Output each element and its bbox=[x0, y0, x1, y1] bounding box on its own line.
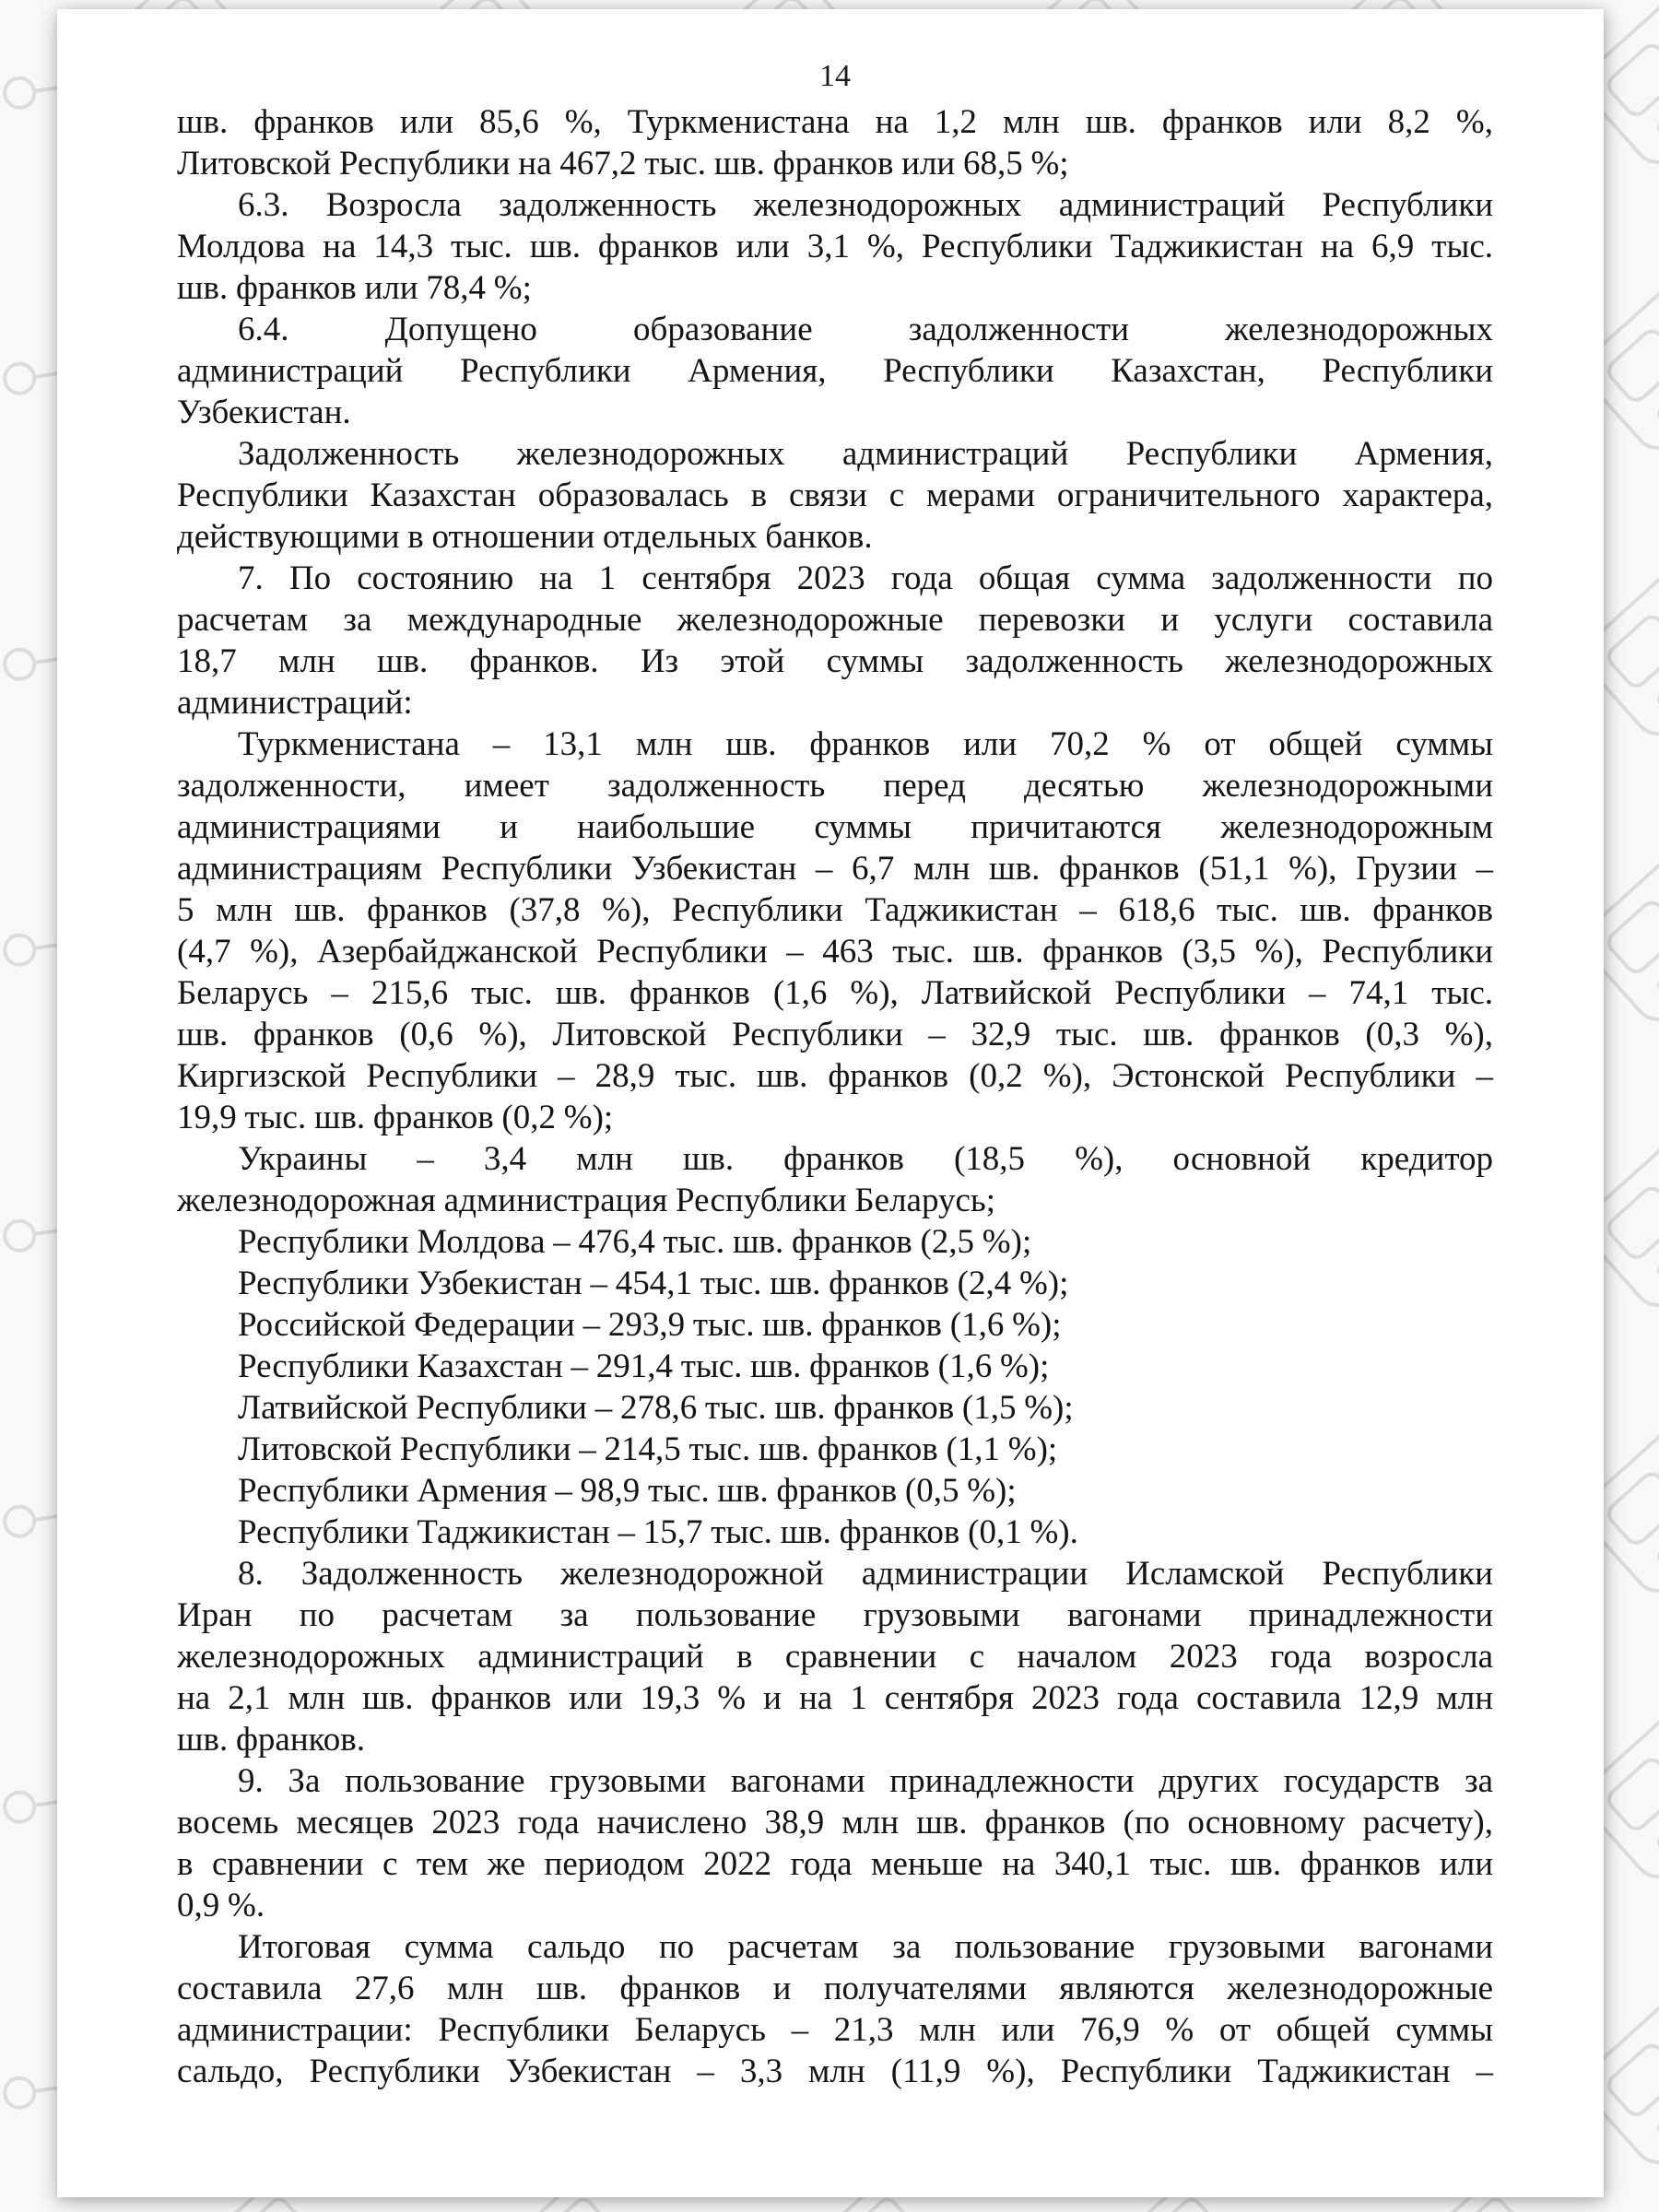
text-line: Молдова на 14,3 тыс. шв. франков или 3,1 %, Республики Таджикистан на 6,9 тыс. bbox=[177, 228, 1493, 265]
text-line: Литовской Республики – 214,5 тыс. шв. франков (1,1 %); bbox=[238, 1430, 1058, 1468]
text-line: Украины – 3,4 млн шв. франков (18,5 %), основной кредитор bbox=[238, 1140, 1493, 1178]
text-line: Итоговая сумма сальдо по расчетам за пользование грузовыми вагонами bbox=[238, 1928, 1493, 1966]
text-line: 8. Задолженность железнодорожной администрации Исламской Республики bbox=[238, 1555, 1493, 1593]
text-line: Киргизской Республики – 28,9 тыс. шв. франков (0,2 %), Эстонской Республики – bbox=[177, 1057, 1493, 1095]
text-line: Иран по расчетам за пользование грузовыми вагонами принадлежности bbox=[177, 1596, 1493, 1634]
text-line: железнодорожная администрация Республики Беларусь; bbox=[177, 1182, 996, 1219]
text-line: Республики Казахстан – 291,4 тыс. шв. франков (1,6 %); bbox=[238, 1347, 1050, 1385]
text-line: железнодорожных администраций в сравнении с началом 2023 года возросла bbox=[177, 1638, 1493, 1676]
text-line: 19,9 тыс. шв. франков (0,2 %); bbox=[177, 1099, 614, 1136]
text-line: 9. За пользование грузовыми вагонами принадлежности других государств за bbox=[238, 1762, 1493, 1800]
text-line: Узбекистан. bbox=[177, 394, 351, 431]
text-line: шв. франков (0,6 %), Литовской Республики – 32,9 тыс. шв. франков (0,3 %), bbox=[177, 1016, 1493, 1053]
text-line: Республики Казахстан образовалась в связи с мерами ограничительного характера, bbox=[177, 477, 1493, 514]
text-line: составила 27,6 млн шв. франков и получателями являются железнодорожные bbox=[177, 1970, 1493, 2007]
text-line: в сравнении с тем же периодом 2022 года меньше на 340,1 тыс. шв. франков или bbox=[177, 1845, 1493, 1883]
text-line: расчетам за международные железнодорожные перевозки и услуги составила bbox=[177, 601, 1493, 639]
text-line: шв. франков или 85,6 %, Туркменистана на 1,2 млн шв. франков или 8,2 %, bbox=[177, 103, 1493, 141]
text-line: Литовской Республики на 467,2 тыс. шв. франков или 68,5 %; bbox=[177, 145, 1069, 182]
text-line: Республики Узбекистан – 454,1 тыс. шв. франков (2,4 %); bbox=[238, 1265, 1069, 1302]
text-line: на 2,1 млн шв. франков или 19,3 % и на 1 сентября 2023 года составила 12,9 млн bbox=[177, 1679, 1493, 1717]
text-line: администрациями и наибольшие суммы причитаются железнодорожным bbox=[177, 808, 1493, 846]
text-line: 7. По состоянию на 1 сентября 2023 года общая сумма задолженности по bbox=[238, 559, 1493, 597]
text-line: администраций Республики Армения, Республики Казахстан, Республики bbox=[177, 352, 1493, 390]
text-line: Туркменистана – 13,1 млн шв. франков или 70,2 % от общей суммы bbox=[238, 725, 1493, 763]
text-line: восемь месяцев 2023 года начислено 38,9 млн шв. франков (по основному расчету), bbox=[177, 1804, 1493, 1841]
text-line: Российской Федерации – 293,9 тыс. шв. франков (1,6 %); bbox=[238, 1306, 1062, 1344]
text-line: 6.4. Допущено образование задолженности железнодорожных bbox=[238, 311, 1493, 348]
text-line: администраций: bbox=[177, 684, 413, 722]
text-line: администрациям Республики Узбекистан – 6,7 млн шв. франков (51,1 %), Грузии – bbox=[177, 850, 1493, 888]
text-line: действующими в отношении отдельных банков. bbox=[177, 518, 873, 556]
text-line: Задолженность железнодорожных администраций Республики Армения, bbox=[238, 435, 1493, 473]
text-line: шв. франков или 78,4 %; bbox=[177, 269, 532, 307]
text-line: задолженности, имеет задолженность перед десятью железнодорожными bbox=[177, 767, 1493, 805]
text-line: Республики Таджикистан – 15,7 тыс. шв. франков (0,1 %). bbox=[238, 1513, 1078, 1551]
text-line: 18,7 млн шв. франков. Из этой суммы задолженность железнодорожных bbox=[177, 642, 1493, 680]
text-line: администрации: Республики Беларусь – 21,3 млн или 76,9 % от общей суммы bbox=[177, 2011, 1493, 2049]
text-line: шв. франков. bbox=[177, 1721, 365, 1759]
text-line: (4,7 %), Азербайджанской Республики – 463 тыс. шв. франков (3,5 %), Республики bbox=[177, 933, 1493, 971]
text-line: Республики Армения – 98,9 тыс. шв. франков (0,5 %); bbox=[238, 1472, 1017, 1510]
document-body bbox=[177, 101, 1493, 2092]
text-line: 6.3. Возросла задолженность железнодорожных администраций Республики bbox=[238, 186, 1493, 224]
text-line: Беларусь – 215,6 тыс. шв. франков (1,6 %), Латвийской Республики – 74,1 тыс. bbox=[177, 974, 1493, 1012]
text-line: Латвийской Республики – 278,6 тыс. шв. франков (1,5 %); bbox=[238, 1389, 1074, 1427]
page-number: 14 bbox=[819, 59, 851, 93]
text-line: Республики Молдова – 476,4 тыс. шв. франков (2,5 %); bbox=[238, 1223, 1032, 1261]
text-line: сальдо, Республики Узбекистан – 3,3 млн (11,9 %), Республики Таджикистан – bbox=[177, 2053, 1493, 2090]
text-line: 5 млн шв. франков (37,8 %), Республики Таджикистан – 618,6 тыс. шв. франков bbox=[177, 891, 1493, 929]
document-page bbox=[57, 9, 1604, 2197]
text-line: 0,9 %. bbox=[177, 1887, 265, 1924]
